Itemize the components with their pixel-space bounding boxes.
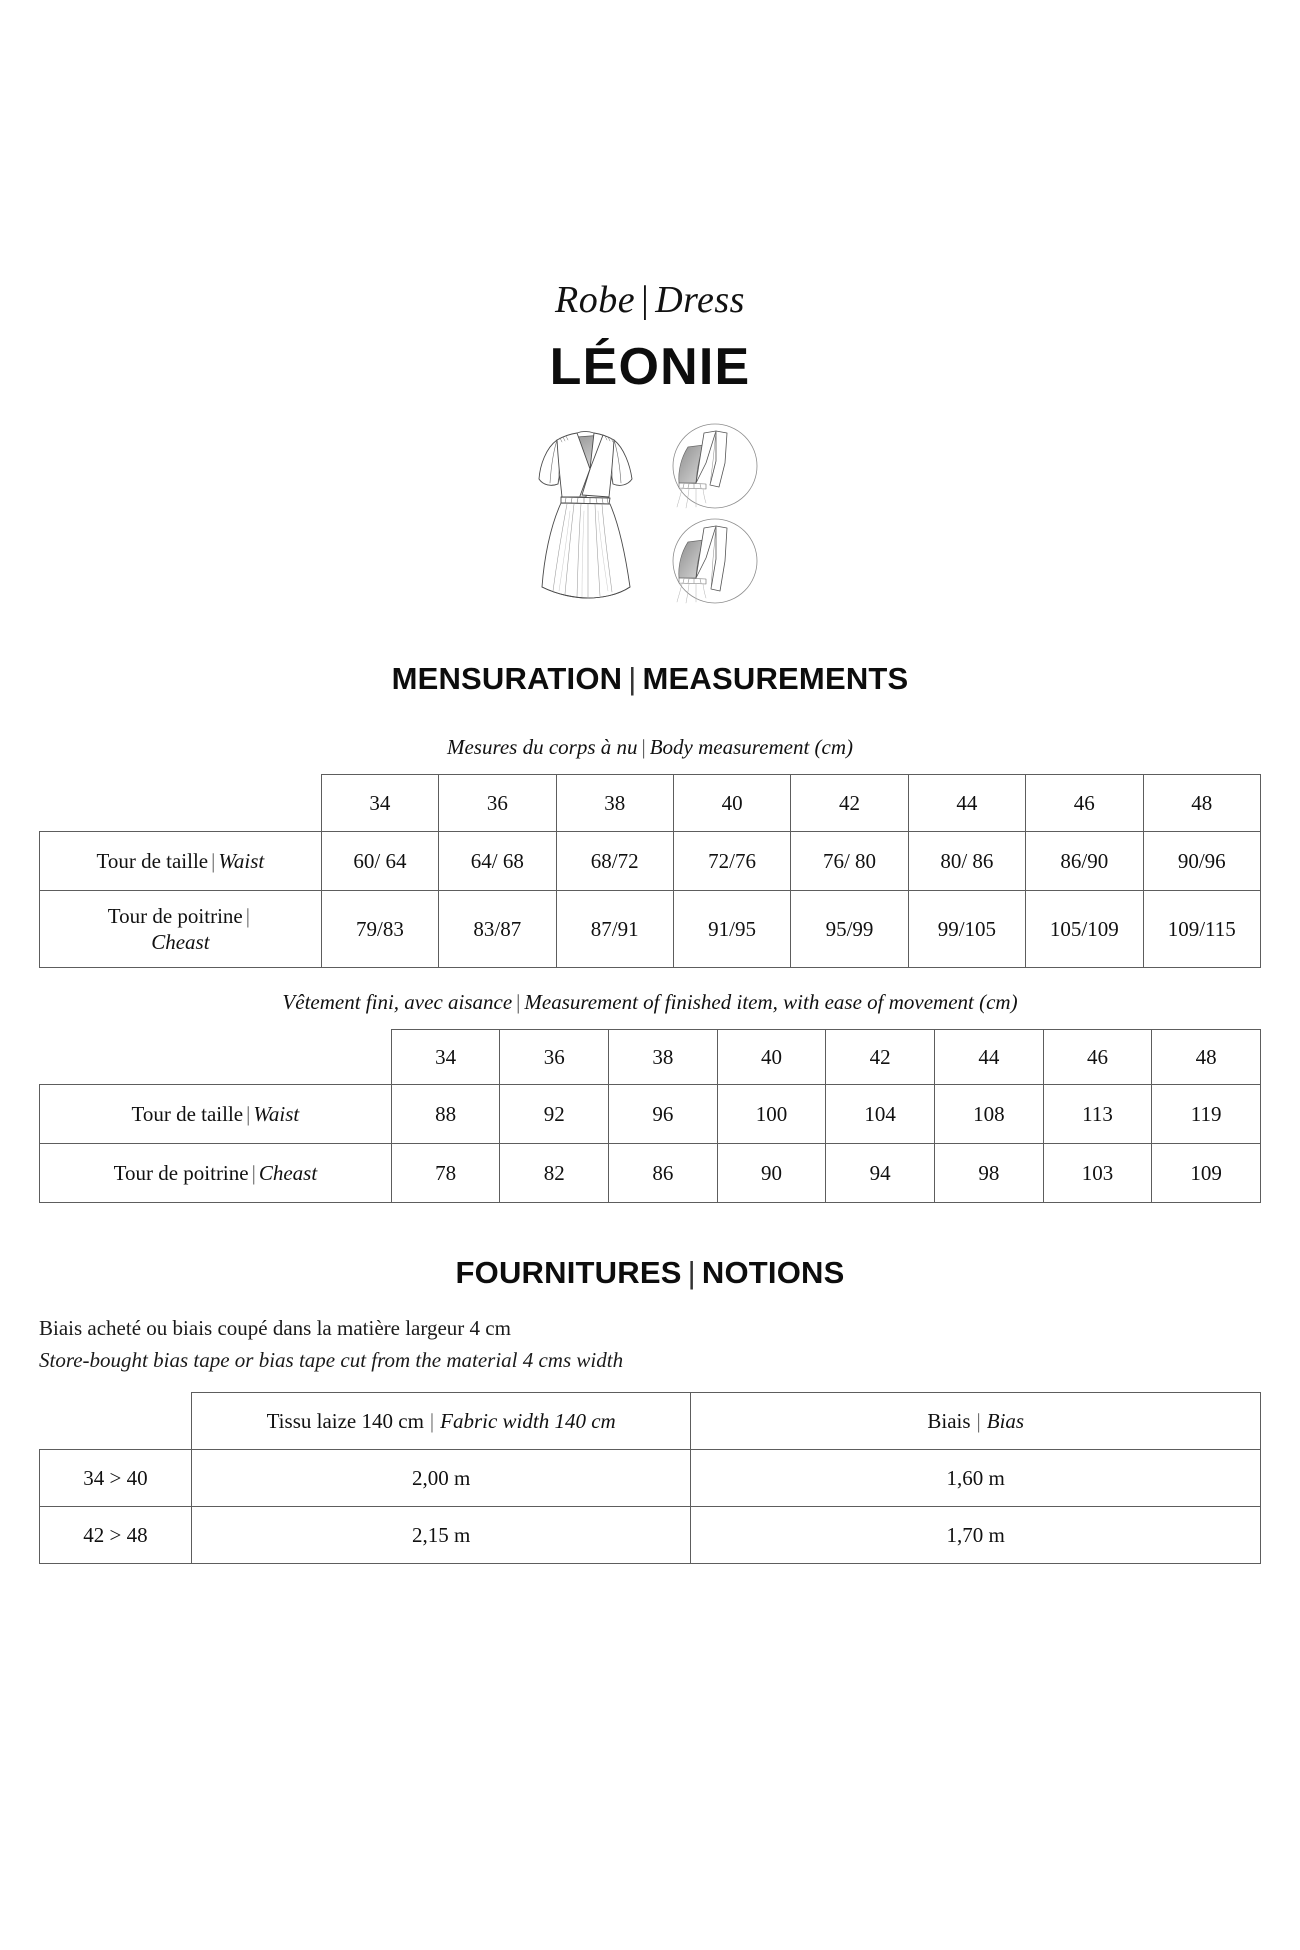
corner-cell xyxy=(40,775,322,832)
dress-illustration xyxy=(0,421,1300,621)
measure-cell: 96 xyxy=(609,1085,718,1144)
finished-measurement-caption-separator: | xyxy=(516,990,521,1014)
subtitle-fr: Robe xyxy=(555,279,636,321)
measure-cell: 109 xyxy=(1152,1144,1261,1203)
measure-cell: 113 xyxy=(1043,1085,1152,1144)
measure-cell: 94 xyxy=(826,1144,935,1203)
bias-amount-cell: 1,70 m xyxy=(691,1507,1261,1564)
body-measurement-caption xyxy=(0,735,1300,760)
size-header-cell: 38 xyxy=(556,775,673,832)
column-header-fabric-fr: Tissu laize 140 cm xyxy=(266,1408,424,1433)
row-label-chest xyxy=(40,891,322,968)
row-label-separator: | xyxy=(211,848,216,873)
measure-cell: 83/87 xyxy=(439,891,556,968)
fabric-amount-cell: 2,00 m xyxy=(191,1450,691,1507)
measure-cell: 91/95 xyxy=(673,891,790,968)
measure-cell: 109/115 xyxy=(1143,891,1260,968)
measure-cell: 108 xyxy=(934,1085,1043,1144)
row-label-en: Cheast xyxy=(151,930,210,954)
corner-cell xyxy=(40,1030,392,1085)
notions-heading-en: NOTIONS xyxy=(701,1255,845,1290)
size-header-cell: 40 xyxy=(717,1030,826,1085)
corner-cell xyxy=(40,1393,192,1450)
dress-front-view xyxy=(539,432,632,599)
measure-cell: 98 xyxy=(934,1144,1043,1203)
measure-cell: 79/83 xyxy=(321,891,438,968)
size-header-cell: 34 xyxy=(321,775,438,832)
size-header-cell: 36 xyxy=(500,1030,609,1085)
subtitle-en: Dress xyxy=(655,279,745,321)
finished-measurement-caption xyxy=(0,990,1300,1015)
row-label-fr: Tour de poitrine xyxy=(107,903,243,928)
body-measurement-caption-en: Body measurement (cm) xyxy=(649,735,854,759)
subtitle-separator: | xyxy=(641,279,650,321)
title-block xyxy=(0,0,1300,396)
size-header-cell: 44 xyxy=(934,1030,1043,1085)
notions-heading-fr: FOURNITURES xyxy=(455,1255,682,1290)
measure-cell: 92 xyxy=(500,1085,609,1144)
measure-cell: 90 xyxy=(717,1144,826,1203)
finished-measurement-caption-en: Measurement of finished item, with ease of movement (cm) xyxy=(524,990,1018,1014)
table-row-sizes xyxy=(40,1030,1261,1085)
measure-cell: 60/ 64 xyxy=(321,832,438,891)
size-range-cell: 34 > 40 xyxy=(40,1450,192,1507)
table-row xyxy=(40,1085,1261,1144)
measure-cell: 90/96 xyxy=(1143,832,1260,891)
measure-cell: 76/ 80 xyxy=(791,832,908,891)
size-header-cell: 42 xyxy=(826,1030,935,1085)
measure-cell: 99/105 xyxy=(908,891,1025,968)
fabric-amount-cell: 2,15 m xyxy=(191,1507,691,1564)
measurements-heading-separator: | xyxy=(628,661,637,696)
size-header-cell: 46 xyxy=(1026,775,1143,832)
table-row xyxy=(40,1450,1261,1507)
measure-cell: 82 xyxy=(500,1144,609,1203)
table-row-sizes xyxy=(40,775,1261,832)
row-label-separator: | xyxy=(245,903,250,928)
row-label-fr: Tour de taille xyxy=(131,1101,244,1126)
size-header-cell: 40 xyxy=(673,775,790,832)
measurements-heading-en: MEASUREMENTS xyxy=(642,661,909,696)
measure-cell: 87/91 xyxy=(556,891,673,968)
measure-cell: 95/99 xyxy=(791,891,908,968)
body-measurement-table xyxy=(39,774,1261,968)
size-header-cell: 34 xyxy=(391,1030,500,1085)
column-header-bias xyxy=(691,1393,1261,1450)
notions-note-en: Store-bought bias tape or bias tape cut from the material 4 cms width xyxy=(39,1347,624,1372)
measure-cell: 104 xyxy=(826,1085,935,1144)
row-label-separator: | xyxy=(246,1101,251,1126)
column-header-fabric xyxy=(191,1393,691,1450)
page-title: LÉONIE xyxy=(549,338,751,396)
measure-cell: 86/90 xyxy=(1026,832,1143,891)
measure-cell: 103 xyxy=(1043,1144,1152,1203)
row-label-chest xyxy=(40,1144,392,1203)
size-range-cell: 42 > 48 xyxy=(40,1507,192,1564)
size-header-cell: 48 xyxy=(1152,1030,1261,1085)
measure-cell: 78 xyxy=(391,1144,500,1203)
detail-callout-top xyxy=(673,424,757,508)
body-measurement-caption-separator: | xyxy=(641,735,646,759)
table-row xyxy=(40,891,1261,968)
table-row xyxy=(40,1144,1261,1203)
bias-amount-cell: 1,60 m xyxy=(691,1450,1261,1507)
size-header-cell: 42 xyxy=(791,775,908,832)
measure-cell: 72/76 xyxy=(673,832,790,891)
finished-measurement-caption-fr: Vêtement fini, avec aisance xyxy=(282,990,513,1014)
notions-heading xyxy=(0,1255,1300,1291)
measure-cell: 88 xyxy=(391,1085,500,1144)
size-header-cell: 44 xyxy=(908,775,1025,832)
row-label-separator: | xyxy=(251,1160,256,1185)
detail-callout-bottom xyxy=(673,519,757,603)
fabric-requirements-table xyxy=(39,1392,1261,1564)
measure-cell: 64/ 68 xyxy=(439,832,556,891)
measurements-heading-fr: MENSURATION xyxy=(391,661,623,696)
column-header-bias-en: Bias xyxy=(986,1408,1025,1433)
row-label-en: Waist xyxy=(253,1101,300,1126)
row-label-en: Cheast xyxy=(258,1160,318,1185)
row-label-waist xyxy=(40,832,322,891)
dress-technical-flat-svg xyxy=(520,421,780,621)
table-row xyxy=(40,1507,1261,1564)
row-label-fr: Tour de poitrine xyxy=(113,1160,249,1185)
measure-cell: 100 xyxy=(717,1085,826,1144)
notions-note xyxy=(39,1313,1261,1376)
measure-cell: 80/ 86 xyxy=(908,832,1025,891)
column-header-bias-fr: Biais xyxy=(927,1408,971,1433)
measurements-heading xyxy=(0,661,1300,697)
row-label-en: Waist xyxy=(218,848,265,873)
measure-cell: 86 xyxy=(609,1144,718,1203)
measure-cell: 105/109 xyxy=(1026,891,1143,968)
finished-measurement-table xyxy=(39,1029,1261,1203)
row-label-waist xyxy=(40,1085,392,1144)
column-header-fabric-separator: | xyxy=(429,1408,435,1433)
notions-heading-separator: | xyxy=(687,1255,696,1290)
column-header-fabric-en: Fabric width 140 cm xyxy=(440,1408,616,1433)
size-header-cell: 38 xyxy=(609,1030,718,1085)
page-subtitle xyxy=(0,281,1300,319)
table-row xyxy=(40,832,1261,891)
table-row-header xyxy=(40,1393,1261,1450)
size-header-cell: 46 xyxy=(1043,1030,1152,1085)
measure-cell: 68/72 xyxy=(556,832,673,891)
column-header-bias-separator: | xyxy=(976,1408,981,1433)
size-header-cell: 36 xyxy=(439,775,556,832)
notions-note-fr: Biais acheté ou biais coupé dans la matière largeur 4 cm xyxy=(39,1316,511,1340)
body-measurement-caption-fr: Mesures du corps à nu xyxy=(446,735,638,759)
row-label-fr: Tour de taille xyxy=(96,848,209,873)
size-header-cell: 48 xyxy=(1143,775,1260,832)
measure-cell: 119 xyxy=(1152,1085,1261,1144)
